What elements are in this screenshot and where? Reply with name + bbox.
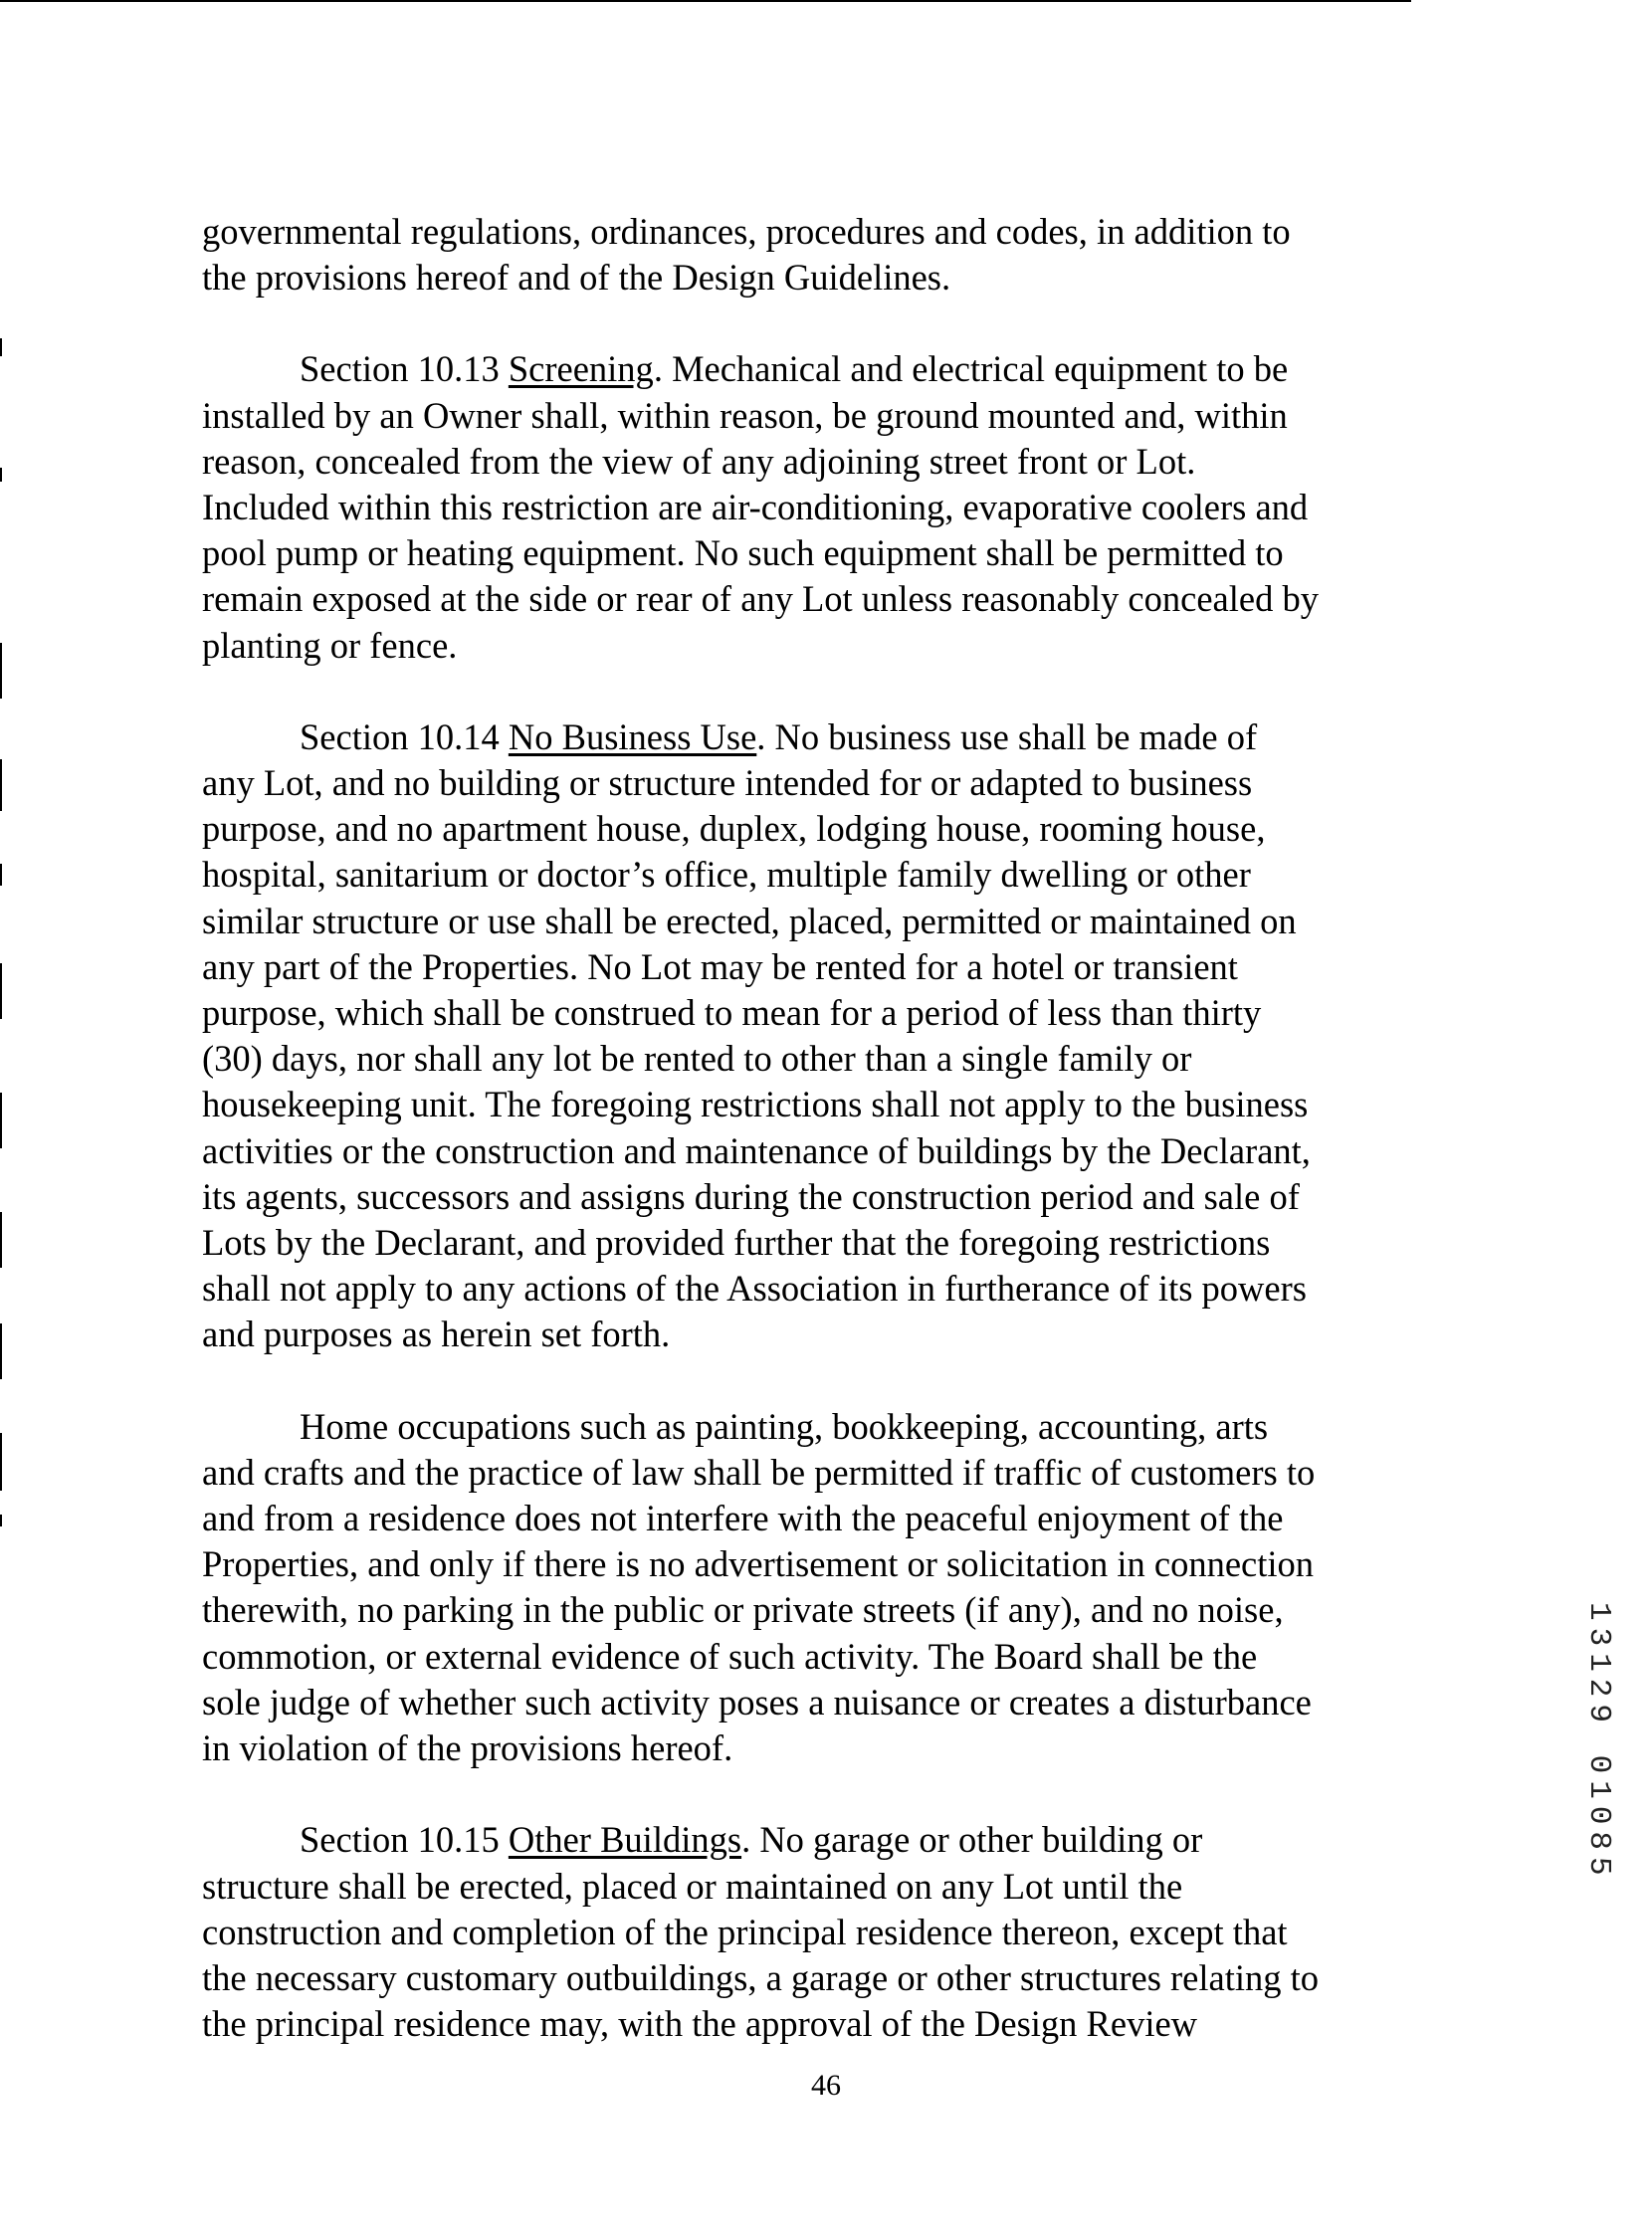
recording-stamp: 13129 01085 [1581,1602,1616,1883]
text-line: purpose, which shall be construed to mean for a period of less than thirty [202,992,1262,1034]
text-line: housekeeping unit. The foregoing restrictions shall not apply to the business [202,1084,1309,1125]
section-intro-text: . No business use shall be made of [756,715,1258,757]
section-10-13 [202,346,1416,668]
text-line: any Lot, and no building or structure intended for or adapted to business [202,762,1253,804]
text-line: Home occupations such as painting, bookkeeping, accounting, arts [300,1405,1269,1447]
document-body [202,209,1416,2093]
section-first-line [202,1817,1416,1863]
scan-margin-mark [0,643,2,699]
text-line: and purposes as herein set forth. [202,1314,671,1355]
text-line: structure shall be erected, placed or maintained on any Lot until the [202,1865,1183,1907]
text-line: (30) days, nor shall any lot be rented to other than a single family or [202,1038,1192,1080]
text-line: remain exposed at the side or rear of any Lot unless reasonably concealed by [202,578,1319,620]
section-number: Section 10.15 [300,1819,500,1861]
scan-margin-mark [0,963,2,1019]
text-line: reason, concealed from the view of any adjoining street front or Lot. [202,440,1196,482]
section-intro-text: . Mechanical and electrical equipment to be [653,348,1289,390]
section-first-line [202,346,1416,392]
text-line: Lots by the Declarant, and provided further that the foregoing restrictions [202,1222,1271,1264]
paragraph-continuation [202,209,1416,301]
text-line: construction and completion of the principal residence thereon, except that [202,1911,1288,1952]
text-line: similar structure or use shall be erected, placed, permitted or maintained on [202,900,1297,941]
page-number: 46 [811,2069,841,2102]
text-line: Included within this restriction are air-conditioning, evaporative coolers and [202,487,1309,528]
scan-margin-mark [0,759,2,811]
section-intro-text: . No garage or other building or [741,1819,1203,1861]
section-title: Screening [508,348,654,390]
text-line: installed by an Owner shall, within reason, be ground mounted and, within [202,394,1288,436]
section-title: No Business Use [508,715,757,757]
home-occupations-paragraph [202,1404,1416,1772]
text-line: governmental regulations, ordinances, procedures and codes, in addition to [202,211,1291,252]
text-line: shall not apply to any actions of the Association in furtherance of its powers [202,1268,1307,1310]
scan-margin-mark [0,1515,2,1526]
text-line: and from a residence does not interfere with the peaceful enjoyment of the [202,1498,1284,1539]
scan-margin-mark [0,468,2,482]
text-line: and crafts and the practice of law shall be permitted if traffic of customers to [202,1451,1316,1493]
text-line: hospital, sanitarium or doctor’s office, multiple family dwelling or other [202,854,1251,896]
scan-margin-mark [0,1323,2,1379]
section-10-14 [202,714,1416,1358]
text-line: the provisions hereof and of the Design Guidelines. [202,257,951,299]
text-line: commotion, or external evidence of such activity. The Board shall be the [202,1635,1258,1677]
text-line: the necessary customary outbuildings, a garage or other structures relating to [202,1956,1320,1998]
text-line: pool pump or heating equipment. No such equipment shall be permitted to [202,532,1284,574]
scan-margin-mark [0,1212,2,1268]
section-number: Section 10.13 [300,348,500,390]
section-number: Section 10.14 [300,715,500,757]
text-line: activities or the construction and maintenance of buildings by the Declarant, [202,1129,1311,1171]
section-10-15 [202,1817,1416,2047]
text-line: planting or fence. [202,624,458,666]
text-line: Properties, and only if there is no advertisement or solicitation in connection [202,1543,1315,1585]
text-line: any part of the Properties. No Lot may be rented for a hotel or transient [202,945,1238,987]
text-line: its agents, successors and assigns during the construction period and sale of [202,1175,1300,1217]
text-line: therewith, no parking in the public or private streets (if any), and no noise, [202,1589,1284,1631]
top-border-line [0,0,1411,2]
section-title: Other Buildings [508,1819,742,1861]
text-line: the principal residence may, with the approval of the Design Review [202,2003,1198,2045]
scan-margin-mark [0,1433,2,1491]
scan-margin-mark [0,864,2,886]
text-line: purpose, and no apartment house, duplex, lodging house, rooming house, [202,808,1266,850]
section-first-line [202,714,1416,760]
scan-margin-mark [0,1093,2,1148]
text-line: in violation of the provisions hereof. [202,1727,733,1769]
scan-margin-mark [0,338,2,356]
text-line: sole judge of whether such activity poses a nuisance or creates a disturbance [202,1681,1312,1723]
